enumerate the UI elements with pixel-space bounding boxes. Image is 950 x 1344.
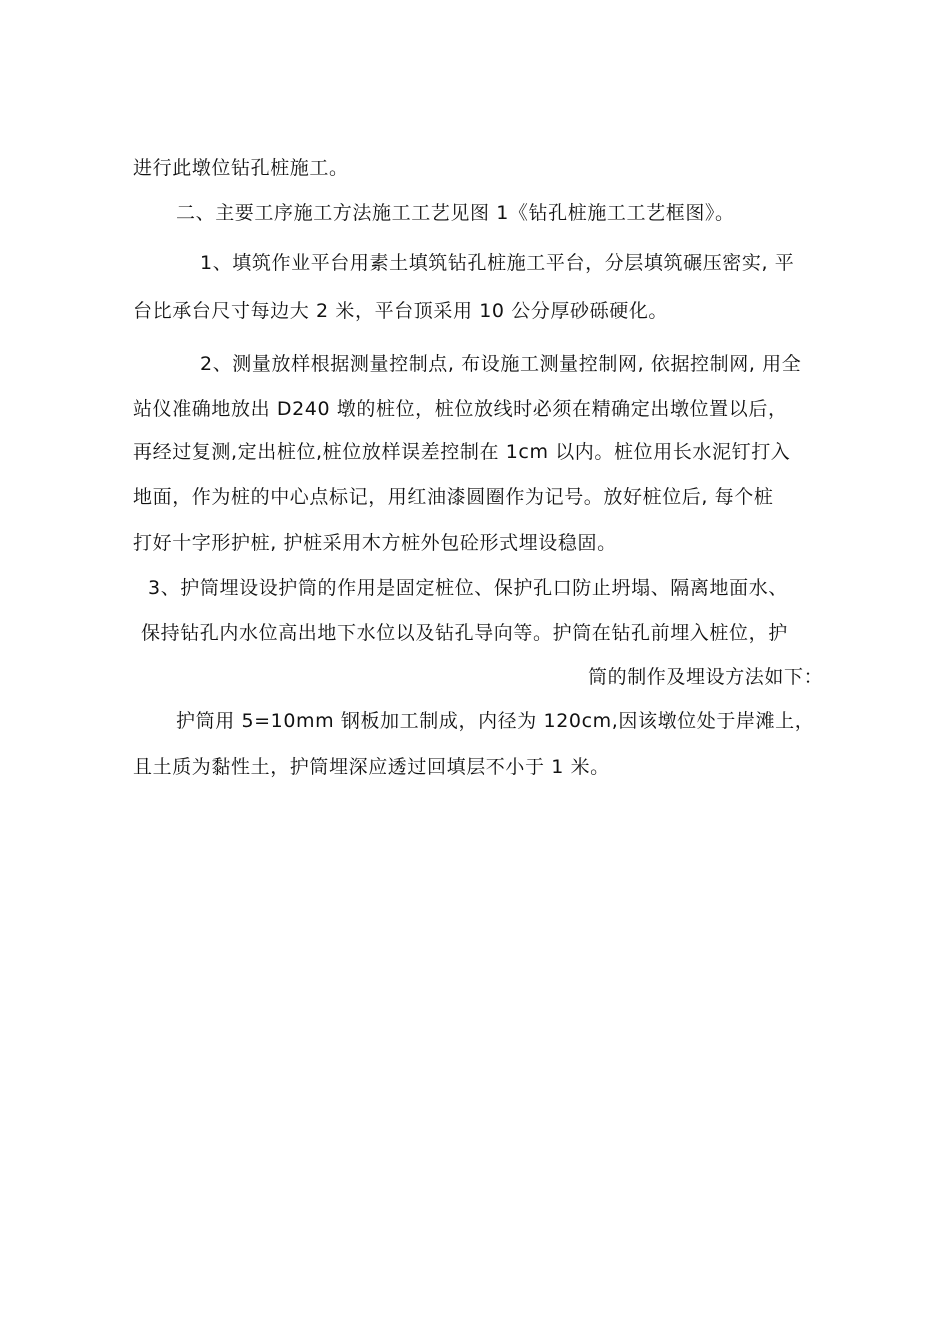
text-line-11: 保持钻孔内水位高出地下水位以及钻孔导向等。护筒在钻孔前埋入桩位，护 (141, 622, 788, 644)
text-line-9: 打好十字形护桩, 护桩采用木方桩外包砼形式埋设稳固。 (133, 532, 617, 554)
text-line-5: 2、测量放样根据测量控制点, 布设施工测量控制网, 依据控制网, 用全 (200, 353, 802, 375)
text-line-8: 地面，作为桩的中心点标记，用红油漆圆圈作为记号。放好桩位后, 每个桩 (133, 486, 774, 508)
section-heading: 二、主要工序施工方法施工工艺见图 1《钻孔桩施工工艺框图》。 (176, 202, 735, 224)
text-line-1: 进行此墩位钻孔桩施工。 (133, 157, 349, 179)
text-line-4: 台比承台尺寸每边大 2 米，平台顶采用 10 公分厚砂砾硬化。 (133, 300, 669, 322)
text-line-12: 筒的制作及埋设方法如下： (588, 666, 824, 688)
text-line-14: 且土质为黏性土，护筒埋深应透过回填层不小于 1 米。 (133, 756, 610, 778)
text-line-7: 再经过复测,定出桩位,桩位放样误差控制在 1cm 以内。桩位用长水泥钉打入 (133, 441, 791, 463)
text-line-6: 站仪准确地放出 D240 墩的桩位，桩位放线时必须在精确定出墩位置以后， (133, 398, 788, 420)
text-line-10: 3、护筒埋设设护筒的作用是固定桩位、保护孔口防止坍塌、隔离地面水、 (148, 577, 788, 599)
text-line-3: 1、填筑作业平台用素土填筑钻孔桩施工平台，分层填筑碾压密实, 平 (200, 252, 795, 274)
text-line-13: 护筒用 5=10mm 钢板加工制成，内径为 120cm,因该墩位处于岸滩上， (176, 710, 815, 732)
